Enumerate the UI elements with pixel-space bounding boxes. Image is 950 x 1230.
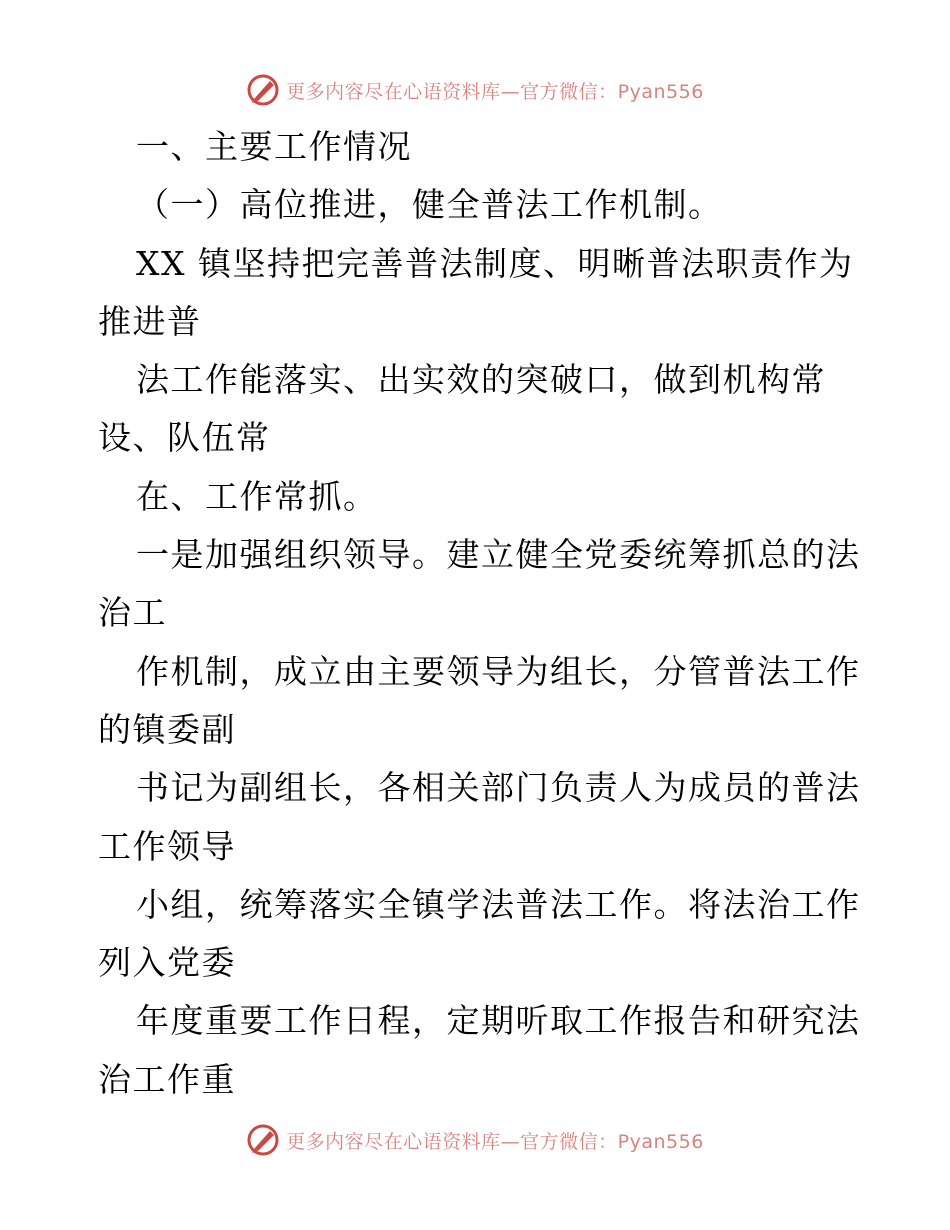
text-line: （一）高位推进，健全普法工作机制。 [136,185,723,225]
text-line: 作机制，成立由主要领导为组长，分管普法工作 [136,651,861,691]
text-line: 推进普 [98,301,202,341]
text-line: 法工作能落实、出实效的突破口，做到机构常 [136,360,826,400]
pen-logo-icon [246,1123,280,1157]
text-line: 一、主要工作情况 [136,127,412,166]
watermark-text: 更多内容尽在心语资料库—官方微信：Pyan556 [286,80,704,103]
text-line: 一是加强组织领导。建立健全党委统筹抓总的法 [136,535,861,575]
text-line: 治工作重 [98,1059,236,1099]
text-line: 治工 [98,593,167,633]
text-line: 的镇委副 [98,709,236,749]
footer-watermark [0,1120,950,1160]
pen-logo-icon [246,73,280,107]
text-line: 设、队伍常 [98,418,271,458]
text-line: 工作领导 [98,826,236,866]
header-watermark [0,70,950,110]
text-line: 列入党委 [98,943,236,983]
text-line: 在、工作常抓。 [136,476,378,516]
text-line: 小组，统筹落实全镇学法普法工作。将法治工作 [136,884,861,924]
document-body [98,118,861,1109]
text-line: XX 镇坚持把完善普法制度、明晰普法职责作为 [136,243,854,283]
text-line: 书记为副组长，各相关部门负责人为成员的普法 [136,768,861,808]
watermark-text: 更多内容尽在心语资料库—官方微信：Pyan556 [286,1130,704,1153]
text-line: 年度重要工作日程，定期听取工作报告和研究法 [136,1001,861,1041]
